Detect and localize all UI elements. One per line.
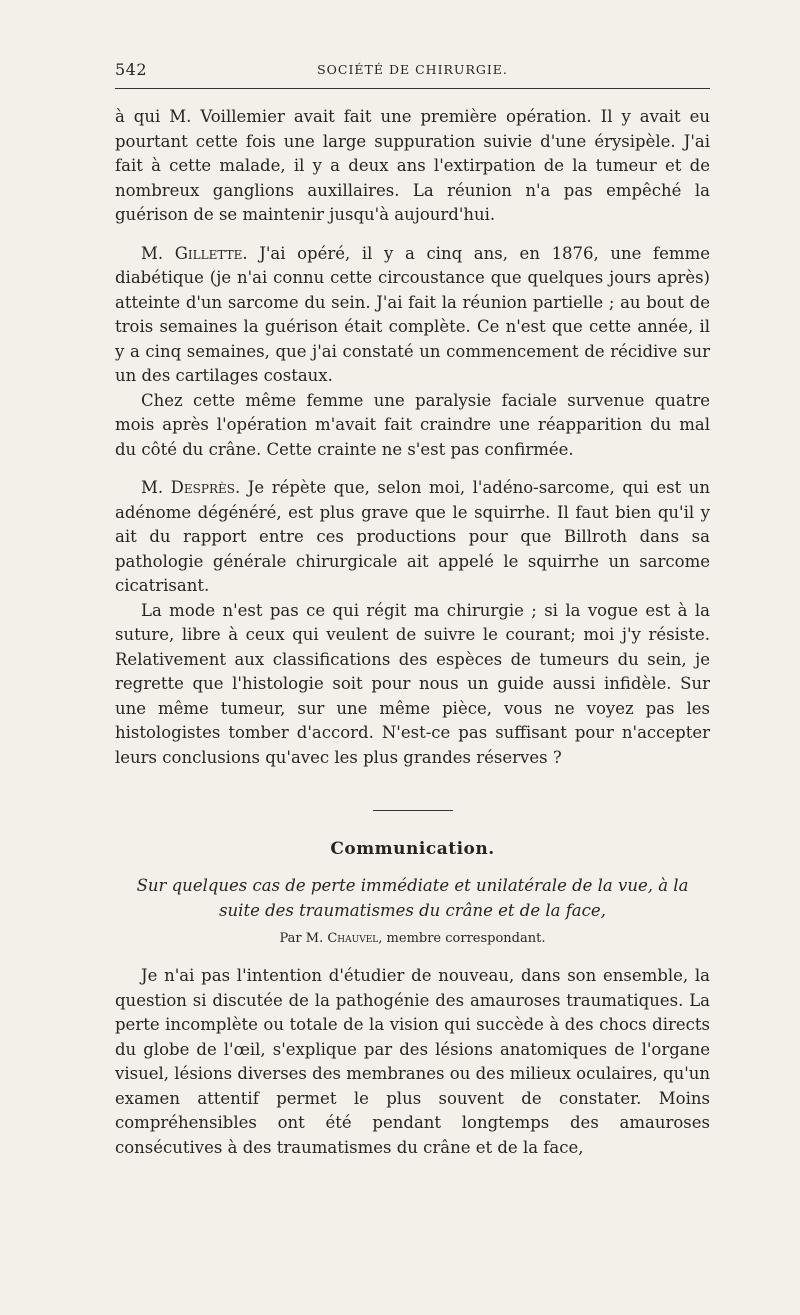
byline-author: Chauvel (327, 931, 379, 946)
section-separator (373, 810, 453, 811)
article-title (115, 873, 710, 923)
byline-suffix: , membre correspondant. (378, 931, 546, 946)
paragraph-gillette (115, 242, 710, 389)
article-title-line-1: Sur quelques cas de perte immédiate et unilatérale de la vue, à la (136, 876, 689, 895)
running-title: SOCIÉTÉ DE CHIRURGIE. (317, 62, 508, 77)
paragraph-despres (115, 476, 710, 599)
paragraph-communication-body: Je n'ai pas l'intention d'étudier de nouveau, dans son ensemble, la question si discutée de la pathogénie des amauroses traumatiques. La perte incomplète ou totale de la vision qui succède à des chocs directs du globe de l'œil, s'explique par des lésions anatomiques de l'organe visuel, lésions diverses des membranes ou des milieux oculaires, qu'un examen attentif permet le plus souvent de constater. Moins compréhensibles ont été pendant longtemps des amauroses consécutives à des traumatismes du crâne et de la face, (115, 966, 710, 1157)
header-rule (115, 88, 710, 89)
paragraph-continuation: à qui M. Voillemier avait fait une première opération. Il y avait eu pourtant cette fois une large suppuration suivie d'une érysipèle. J'ai fait à cette malade, il y a deux ans l'extirpation de la tumeur et de nombreux ganglions auxillaires. La réunion n'a pas empêché la guérison de se maintenir jusqu'à aujourd'hui. (115, 107, 710, 224)
section-title: Communication. (330, 839, 495, 859)
paragraph-paralysie: Chez cette même femme une paralysie faciale survenue quatre mois après l'opération m'avait fait craindre une réapparition du mal du côté du crâne. Cette crainte ne s'est pas confirmée. (115, 390, 710, 459)
page-number: 542 (115, 60, 148, 79)
byline-prefix: Par M. (279, 931, 328, 946)
running-head (115, 60, 710, 84)
speaker-gillette: M. Gillette. (141, 243, 248, 263)
paragraph-mode: La mode n'est pas ce qui régit ma chirurgie ; si la vogue est à la suture, libre à ceux qui veulent de suivre le courant; moi j'y résiste. Relativement aux classifications des espèces de tumeurs du sein, je regrette que l'histologie soit pour nous un guide aussi infidèle. Sur une même tumeur, sur une même pièce, vous ne voyez pas les histologistes tomber d'accord. N'est-ce pas suffisant pour n'accepter leurs conclusions qu'avec les plus grandes réserves ? (115, 600, 710, 767)
article-title-line-2: suite des traumatismes du crâne et de la face, (219, 901, 606, 920)
paragraph-despres-text: Je répète que, selon moi, l'adéno-sarcome, qui est un adénome dégénéré, est plus grave que le squirrhe. Il faut bien qu'il y ait du rapport entre ces productions pour que Billroth dans sa pathologie générale chirurgicale ait appelé le squirrhe un sarcome cicatrisant. (115, 478, 710, 595)
byline (115, 931, 710, 946)
page-content (115, 60, 710, 1160)
speaker-despres: M. Desprès. (141, 478, 241, 497)
paragraph-gillette-text: J'ai opéré, il y a cinq ans, en 1876, une femme diabétique (je n'ai connu cette circoustance que quelques jours après) atteinte d'un sarcome du sein. J'ai fait la réunion partielle ; au bout de trois semaines la guérison était complète. Ce n'est que cette année, il y a cinq semaines, que j'ai constaté un commencement de récidive sur un des cartilages costaux. (115, 243, 710, 385)
